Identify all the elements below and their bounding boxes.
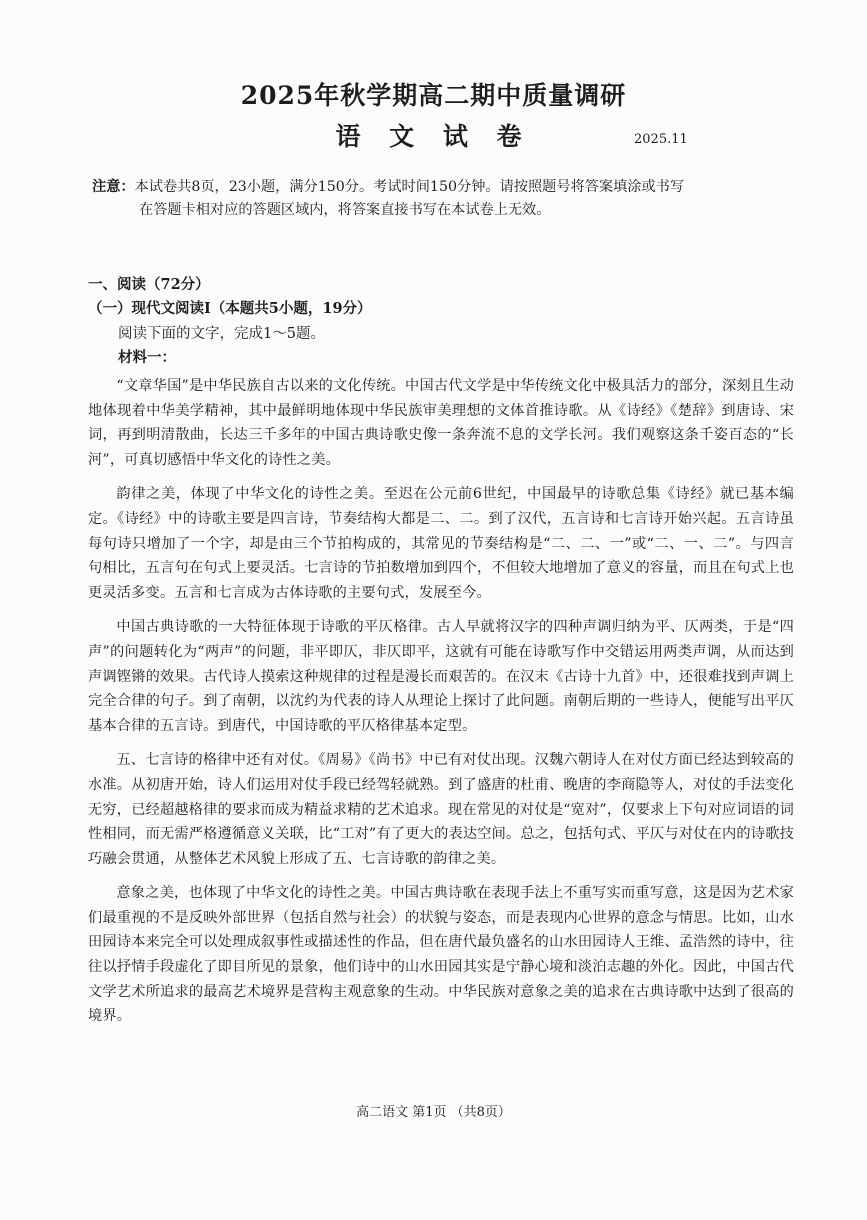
notice-block (92, 176, 792, 222)
notice-label: 注意： (92, 179, 135, 195)
exam-subtitle: 语 文 试 卷 (335, 122, 532, 151)
notice-line-1: 本试卷共8页，23小题，满分150分。考试时间150分钟。请按照题号将答案填涂或书写 (134, 179, 685, 195)
reading-instruction: 阅读下面的文字，完成1～5题。 (118, 326, 325, 342)
notice-line-2: 在答题卡相对应的答题区域内，将答案直接书写在本试卷上无效。 (139, 202, 551, 218)
section-subheading: （一）现代文阅读Ⅰ（本题共5小题，19分） (88, 300, 372, 317)
passage-paragraph: 意象之美，也体现了中华文化的诗性之美。中国古典诗歌在表现手法上不重写实而重写意，这是因为艺术家们最重视的不是反映外部世界（包括自然与社会）的状貌与姿态，而是表现内心世界的意念与情思。比如，山水田园诗本来完全可以处理成叙事性或描述性的作品，但在唐代最负盛名的山水田园诗人王维、孟浩然的诗中，往往以抒情手段虚化了即目所见的景象，他们诗中的山水田园其实是宁静心境和淡泊志趣的外化。因此，中国古代文学艺术所追求的最高艺术境界是营构主观意象的生动。中华民族对意象之美的追求在古典诗歌中达到了很高的境界。 (88, 885, 794, 1025)
section-heading: 一、阅读（72分） (88, 276, 210, 293)
page-footer: 高二语文 第1页 （共8页） (356, 1105, 511, 1120)
exam-title: 2025年秋学期高二期中质量调研 (240, 81, 627, 110)
passage-paragraph: 韵律之美，体现了中华文化的诗性之美。至迟在公元前6世纪，中国最早的诗歌总集《诗经》就已基本编定。《诗经》中的诗歌主要是四言诗，节奏结构大都是二、二。到了汉代，五言诗和七言诗开始兴起。五言诗虽每句诗只增加了一个字，却是由三个节拍构成的，其常见的节奏结构是“二、二、一”或“二、一、二”。与四言句相比，五言句在句式上要灵活。七言诗的节拍数增加到四个，不但较大地增加了意义的容量，而且在句式上也更灵活多变。五言和七言成为古体诗歌的主要句式，发展至今。 (88, 486, 795, 601)
material-label: 材料一： (118, 349, 176, 366)
passage-paragraph: “文章华国”是中华民族自古以来的文化传统。中国古代文学是中华传统文化中极具活力的部分，深刻且生动地体现着中华美学精神，其中最鲜明地体现中华民族审美理想的文体首推诗歌。从《诗经》《楚辞》到唐诗、宋词，再到明清散曲，长达三千多年的中国古典诗歌史像一条奔流不息的文学长河。我们观察这条千姿百态的“长河”，可真切感悟中华文化的诗性之美。 (88, 378, 794, 468)
exam-date: 2025.11 (634, 132, 688, 147)
passage-body (88, 374, 794, 1039)
passage-paragraph: 中国古典诗歌的一大特征体现于诗歌的平仄格律。古人早就将汉字的四种声调归纳为平、仄两类，于是“四声”的问题转化为“两声”的问题，非平即仄，非仄即平，这就有可能在诗歌写作中交错运用两类声调，从而达到声调铿锵的效果。古代诗人摸索这种规律的过程是漫长而艰苦的。在汉末《古诗十九首》中，还很难找到声调上完全合律的句子。到了南朝，以沈约为代表的诗人从理论上探讨了此问题。南朝后期的一些诗人，便能写出平仄基本合律的五言诗。到唐代，中国诗歌的平仄格律基本定型。 (88, 619, 794, 734)
passage-paragraph: 五、七言诗的格律中还有对仗。《周易》《尚书》中已有对仗出现。汉魏六朝诗人在对仗方面已经达到较高的水准。从初唐开始，诗人们运用对仗手段已经驾轻就熟。到了盛唐的杜甫、晚唐的李商隐等人，对仗的手法变化无穷，已经超越格律的要求而成为精益求精的艺术追求。现在常见的对仗是“宽对”，仅要求上下句对应词语的词性相同，而无需严格遵循意义关联，比“工对”有了更大的表达空间。总之，包括句式、平仄与对仗在内的诗歌技巧融会贯通，从整体艺术风貌上形成了五、七言诗歌的韵律之美。 (88, 752, 794, 867)
